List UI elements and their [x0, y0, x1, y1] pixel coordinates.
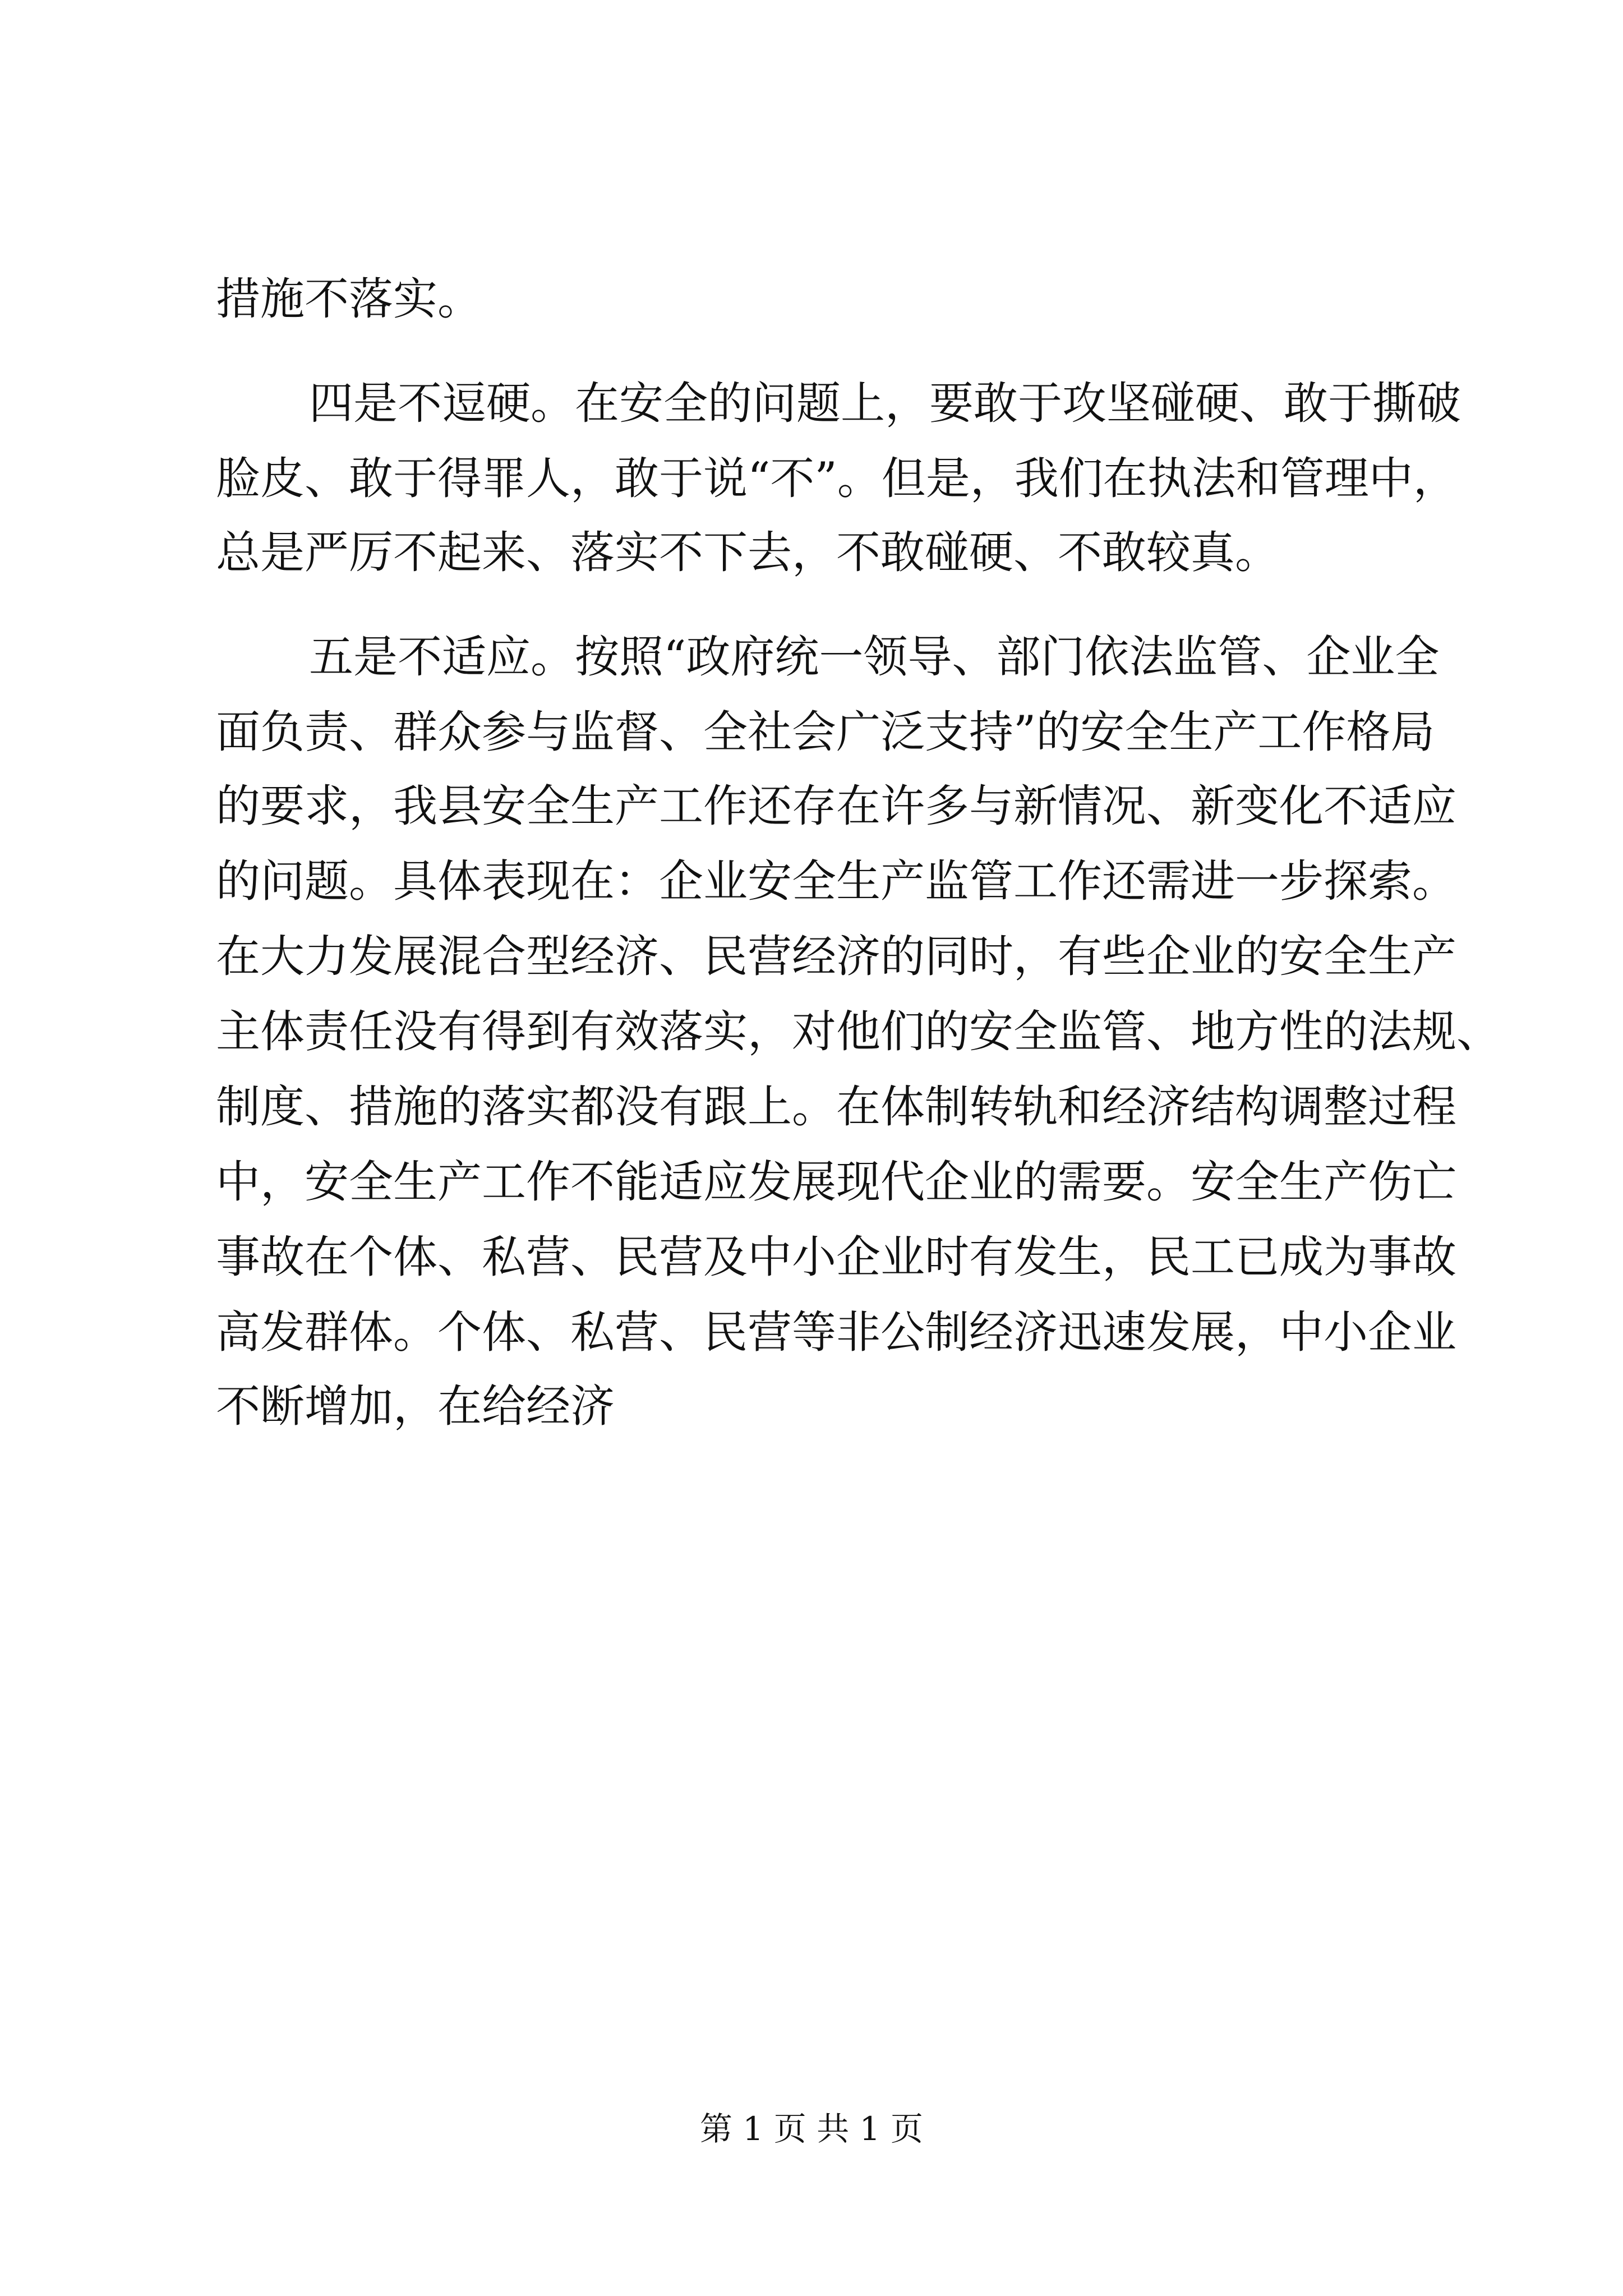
text-line: 在 大 力 发 展 混 合 型 经 济 、 民 营 经 济 的 同 时 ， 有 些 企 业 的 安 全 生 产 [216, 931, 1456, 982]
text-line: 高 发 群 体 。 个 体 、 私 营 、 民 营 等 非 公 制 经 济 迅 速 发 展 ， 中 小 企 业 [216, 1306, 1456, 1358]
text-line: 中 ， 安 全 生 产 工 作 不 能 适 应 发 展 现 代 企 业 的 需 要 。 安 全 生 产 伤 亡 [216, 1156, 1456, 1208]
text-line: 主 体 责 任 没 有 得 到 有 效 落 实 ， 对 他 们 的 安 全 监 管 、 地 方 性 的 法 规 、 [216, 1006, 1501, 1057]
text-line: 面 负 责 、 群 众 参 与 监 督 、 全 社 会 广 泛 支 持 ” 的 安 全 生 产 工 作 格 局 [216, 706, 1435, 758]
text-line: 四 是 不 逗 硬 。 在 安 全 的 问 题 上 ， 要 敢 于 攻 坚 碰 硬 、 敢 于 撕 破 [309, 378, 1461, 429]
text-line: 的 要 求 ， 我 县 安 全 生 产 工 作 还 存 在 许 多 与 新 情 况 、 新 变 化 不 适 应 [216, 780, 1456, 832]
text-line: 不断增加，在给经济 [216, 1381, 615, 1432]
text-line: 措施不落实。 [216, 273, 482, 325]
text-line: 总是严厉不起来、落实不下去，不敢碰硬、不敢较真。 [216, 527, 1279, 578]
text-line: 脸 皮 、 敢 于 得 罪 人 ， 敢 于 说 “ 不 ” 。 但 是 ， 我 们 在 执 法 和 管 理 中 ， [216, 453, 1458, 504]
page-footer: 第 1 页 共 1 页 [700, 2110, 923, 2148]
text-line: 制 度 、 措 施 的 落 实 都 没 有 跟 上 。 在 体 制 转 轨 和 经 济 结 构 调 整 过 程 [216, 1081, 1456, 1133]
text-line: 五 是 不 适 应 。 按 照 “ 政 府 统 一 领 导 、 部 门 依 法 监 管 、 企 业 全 [309, 631, 1440, 683]
text-line: 事 故 在 个 体 、 私 营 、 民 营 及 中 小 企 业 时 有 发 生 ， 民 工 已 成 为 事 故 [216, 1231, 1456, 1283]
text-line: 的 问 题 。 具 体 表 现 在 ： 企 业 安 全 生 产 监 管 工 作 还 需 进 一 步 探 索 。 [216, 855, 1456, 907]
